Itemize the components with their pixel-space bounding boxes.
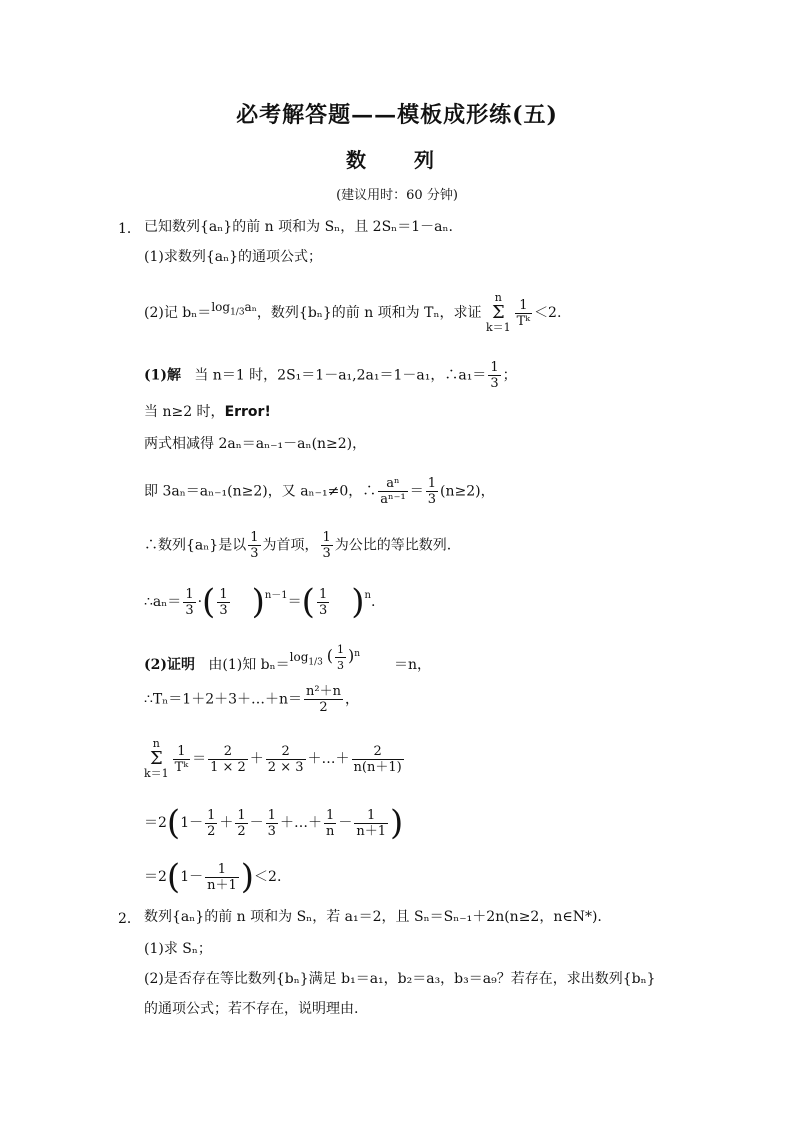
fraction-1-over-tk: $\frac{1}{\text{Tᵏ}}$: [174, 743, 189, 775]
minus: －: [338, 815, 353, 831]
tn-line: [144, 684, 359, 715]
dot: ·: [197, 594, 203, 610]
question-2-part2-a: (2)是否存在等比数列{bₙ}满足 b₁＝a₁，b₂＝a₃，b₃＝a₉？若存在，求出数列{bₙ}: [144, 971, 656, 987]
paren-close: ): [389, 803, 404, 843]
sum-symbol: n Σ k＝1: [485, 291, 511, 334]
line5-end: 为公比的等比数列.: [334, 537, 452, 554]
proof-end: ＝n，: [394, 657, 432, 673]
page-subtitle: 数 列: [346, 148, 448, 172]
fraction-one-third: $\frac{1}{3}$: [322, 530, 331, 561]
question-1-stem: 已知数列{aₙ}的前 n 项和为 Sₙ，且 2Sₙ＝1－aₙ.: [144, 219, 453, 235]
line5-mid: 为首项，: [262, 537, 319, 554]
fraction-half: $\frac{1}{2}$: [237, 807, 246, 839]
paren-open: (: [166, 803, 181, 843]
result-line-2: [144, 857, 282, 897]
one-minus: 1－: [180, 869, 204, 885]
solution-1-line-2: [144, 403, 271, 421]
line4-eq: ＝: [409, 483, 424, 500]
fraction-one-third: $\frac{1}{3}$: [427, 476, 436, 507]
line4-text: 即 3aₙ＝aₙ₋₁(n≥2)，又 aₙ₋₁≠0，∴: [144, 483, 377, 500]
paren-open: (: [202, 582, 216, 622]
fraction-one-third: $\frac{1}{3}$: [185, 586, 194, 618]
part2-log: $\log_{1/3}a_n$: [211, 300, 257, 318]
fraction-one-third: $\frac{1}{3}$: [490, 360, 499, 391]
tn-end: ，: [345, 691, 360, 708]
line6-text: ∴aₙ＝: [144, 594, 182, 610]
exponent: n－1: [264, 590, 288, 601]
fraction-tn: $\frac{\text{n²＋n}}{2}$: [306, 684, 342, 715]
question-2-number: 2．: [118, 911, 141, 927]
equals-two: ＝2: [144, 869, 167, 885]
proof-line-1: [144, 642, 431, 674]
solution-1-line-6: [144, 582, 376, 622]
solution-1-line-3: 两式相减得 2aₙ＝aₙ₋₁－aₙ(n≥2)，: [144, 436, 367, 452]
page-title: 必考解答题——模板成形练(五): [236, 102, 558, 128]
equals-two: ＝2: [144, 815, 167, 831]
fraction-1-over-n1: $\frac{1}{n+1}$: [207, 861, 237, 893]
error-text: Error!: [224, 404, 271, 420]
exponent: n: [364, 590, 371, 601]
question-1-number: 1．: [118, 221, 141, 237]
fraction-one-third: $\frac{1}{3}$: [219, 586, 228, 618]
solution-1-line-4: [144, 476, 495, 507]
question-1-part2: [144, 292, 561, 334]
question-2-stem: 数列{aₙ}的前 n 项和为 Sₙ，若 a₁＝2，且 Sₙ＝Sₙ₋₁＋2n(n≥2，n∈N*).: [144, 909, 602, 925]
plus-dots: ＋…＋: [279, 815, 322, 831]
sum-symbol: n Σ k＝1: [144, 737, 169, 780]
line4-end: (n≥2)，: [439, 483, 495, 500]
solution-end: ；: [502, 367, 517, 384]
fraction-1-over-n: $\frac{1}{n}$: [325, 807, 335, 839]
solution-1-line-1: [144, 360, 517, 391]
line6-end: .: [370, 594, 376, 610]
question-2-part2-b: 的通项公式；若不存在，说明理由.: [144, 1001, 359, 1017]
plus: ＋: [249, 751, 264, 767]
one-minus: 1－: [180, 815, 204, 831]
tn-text: ∴Tₙ＝1＋2＋3＋…＋n＝: [144, 691, 303, 708]
plus-dots: ＋…＋: [307, 751, 350, 767]
fraction-2-over-2x3: $\frac{2}{2 \times 3}$: [267, 743, 304, 775]
fraction-2-over-1x2: $\frac{2}{1 \times 2}$: [210, 743, 246, 775]
time-note: (建议用时：60 分钟): [336, 188, 458, 203]
plus: ＋: [219, 815, 234, 831]
paren-close: ): [351, 582, 365, 622]
paren-open: (: [166, 857, 181, 897]
paren-close: ): [240, 857, 255, 897]
solution-1-line-5: [144, 530, 451, 561]
result-line-1: [144, 803, 404, 843]
fraction-one-third: $\frac{1}{3}$: [318, 586, 328, 618]
proof-label: (2)证明: [144, 657, 195, 673]
equals: ＝: [287, 594, 302, 610]
fraction-one-third: $\frac{1}{3}$: [250, 530, 259, 561]
fraction-2-over-nn1: $\frac{2}{n(n+1)}$: [353, 743, 402, 775]
question-2-part1: (1)求 Sₙ；: [144, 941, 212, 957]
question-1-part1: (1)求数列{aₙ}的通项公式；: [144, 249, 323, 265]
fraction-1-over-tk: $\frac{1}{\text{Tᵏ}}$: [516, 297, 531, 329]
line5-text: ∴数列{aₙ}是以: [144, 537, 247, 554]
paren-open: (: [301, 582, 315, 622]
fraction-one-third: $\frac{1}{3}$: [267, 807, 276, 839]
solution-label: (1)解: [144, 367, 181, 384]
part2-pre: (2)记 bₙ＝: [144, 305, 212, 321]
fraction-an: $\frac{\text{aⁿ}}{\text{aⁿ⁻¹}}$: [380, 476, 406, 507]
proof-text: 由(1)知 bₙ＝: [208, 657, 290, 673]
paren-close: ): [251, 582, 265, 622]
part2-post: ，数列{bₙ}的前 n 项和为 Tₙ，求证: [256, 305, 482, 321]
line2-text: 当 n≥2 时，: [144, 404, 225, 420]
less-than-two: ＜2.: [254, 869, 282, 885]
fraction-1-over-n1: $\frac{1}{n+1}$: [356, 807, 386, 839]
equals: ＝: [192, 751, 207, 767]
minus: －: [249, 815, 264, 831]
fraction-half: $\frac{1}{2}$: [207, 807, 216, 839]
solution-text: 当 n＝1 时，2S₁＝1－a₁,2a₁＝1－a₁，∴a₁＝: [194, 367, 487, 384]
sum-line: [144, 738, 406, 780]
proof-log: $\log_{1/3}$ ( $\frac{1}{3}$ )$^n$: [289, 643, 361, 672]
part2-end: ＜2.: [534, 305, 562, 321]
